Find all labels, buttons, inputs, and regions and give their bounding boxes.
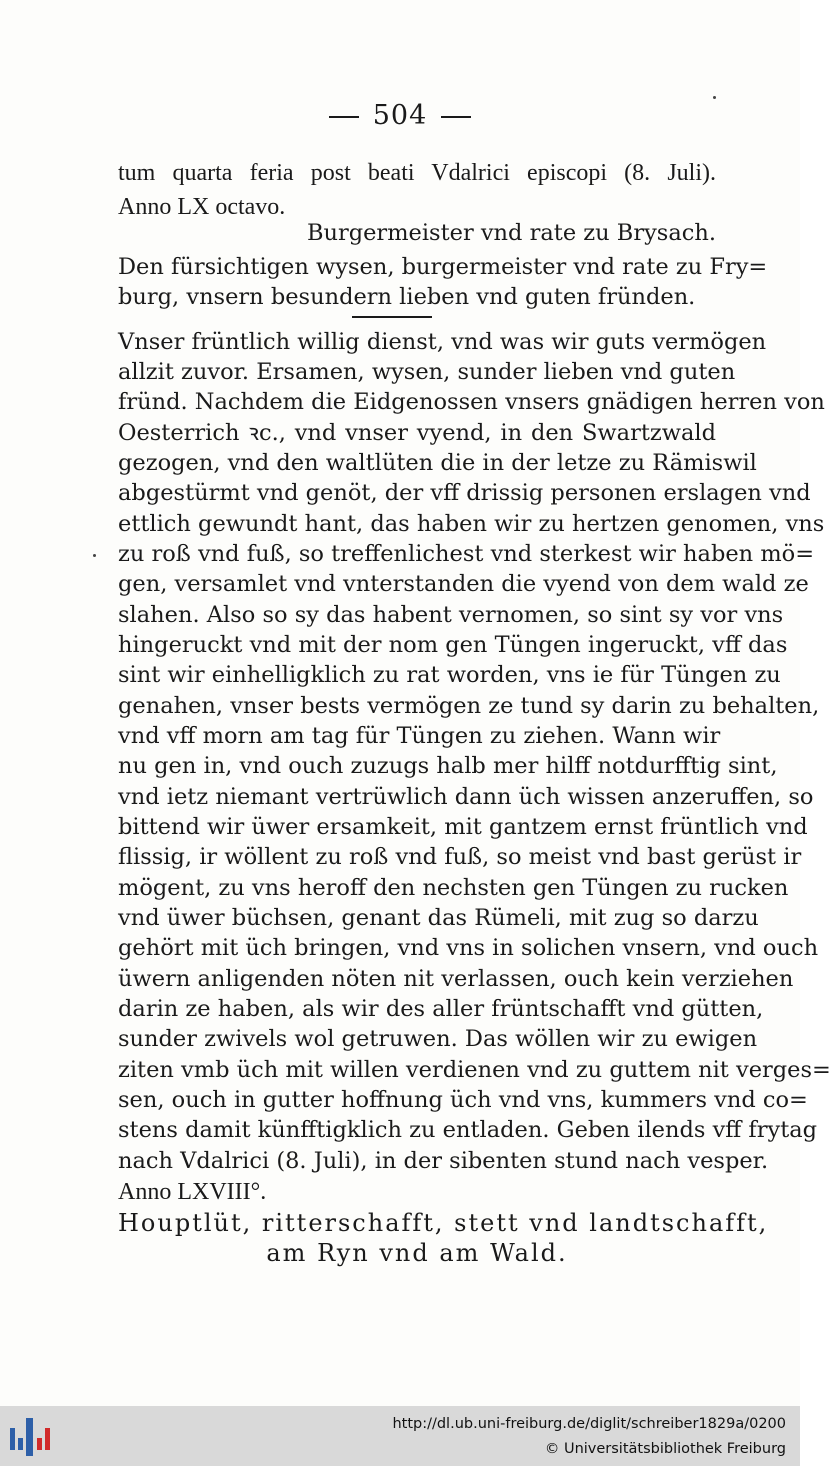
letter-sender: Burgermeister vnd rate zu Brysach. <box>306 220 716 246</box>
text-line: sunder zwivels wol getruwen. Das wöllen wir zu ewigen <box>118 1026 758 1052</box>
separator-rule <box>352 316 432 318</box>
text-line: fründ. Nachdem die Eidgenossen vnsers gnädigen herren von <box>118 389 825 415</box>
text-line: slahen. Also so sy das habent vernomen, so sint sy vor vns <box>118 602 784 628</box>
dash-left <box>329 116 359 118</box>
text-line: ettlich gewundt hant, das haben wir zu hertzen genomen, vns <box>118 511 825 537</box>
page-number-text: 504 <box>372 100 428 131</box>
text-line: Anno LX octavo. <box>118 194 286 220</box>
text-line: Oesterrich ꝛc., vnd vnser vyend, in den Swartzwald <box>118 420 716 446</box>
permalink-url[interactable]: http://dl.ub.uni-freiburg.de/diglit/schreiber1829a/0200 <box>392 1416 786 1432</box>
text-line: Vnser früntlich willig dienst, vnd was wir guts vermögen <box>118 329 767 355</box>
text-line: abgestürmt vnd genöt, der vff drissig personen erslagen vnd <box>118 480 811 506</box>
letter-address: burg, vnsern besundern lieben vnd guten fründen. <box>118 284 696 310</box>
text-line: vnd vff morn am tag für Tüngen zu ziehen. Wann wir <box>118 723 721 749</box>
text-line: genahen, vnser bests vermögen ze tund sy darin zu behalten, <box>118 693 820 719</box>
copyright-text: © Universitätsbibliothek Freiburg <box>544 1441 786 1457</box>
text-line: bittend wir üwer ersamkeit, mit gantzem ernst früntlich vnd <box>118 814 808 840</box>
text-line: allzit zuvor. Ersamen, wysen, sunder lieben vnd guten <box>118 359 736 385</box>
text-line: sen, ouch in gutter hoffnung üch vnd vns, kummers vnd co= <box>118 1087 808 1113</box>
text-line: üwern anligenden nöten nit verlassen, ouch kein verziehen <box>118 966 794 992</box>
letter-address: Den fürsichtigen wysen, burgermeister vnd rate zu Fry= <box>118 254 768 280</box>
text-line: ziten vmb üch mit willen verdienen vnd zu guttem nit verges= <box>118 1057 831 1083</box>
text-line: nu gen in, vnd ouch zuzugs halb mer hilff notdurfftig sint, <box>118 753 778 779</box>
viewer-footer <box>0 1406 800 1466</box>
scan-speck <box>93 554 96 557</box>
text-line: sint wir einhelligklich zu rat worden, vns ie für Tüngen zu <box>118 662 781 688</box>
text-line: gen, versamlet vnd vnterstanden die vyend von dem wald ze <box>118 571 809 597</box>
text-line: gezogen, vnd den waltlüten die in der letze zu Rämiswil <box>118 450 757 476</box>
text-line: darin ze haben, als wir des aller früntschafft vnd gütten, <box>118 996 764 1022</box>
page-number <box>0 100 800 131</box>
text-line: flissig, ir wöllent zu roß vnd fuß, so meist vnd bast gerüst ir <box>118 844 802 870</box>
library-logo-icon <box>8 1416 52 1458</box>
text-line: vnd üwer büchsen, genant das Rümeli, mit zug so darzu <box>118 905 759 931</box>
text-line: stens damit künfftigklich zu entladen. Geben ilends vff frytag <box>118 1117 818 1143</box>
text-line: gehört mit üch bringen, vnd vns in solichen vnsern, vnd ouch <box>118 935 819 961</box>
text-line: tum quarta feria post beati Vdalrici episcopi (8. Juli). <box>118 160 716 186</box>
text-line: vnd ietz niemant vertrüwlich dann üch wissen anzeruffen, so <box>118 784 814 810</box>
text-line: nach Vdalrici (8. Juli), in der sibenten stund nach vesper. <box>118 1148 769 1174</box>
scan-speck <box>713 96 716 99</box>
text-line: zu roß vnd fuß, so treffenlichest vnd sterkest wir haben mö= <box>118 541 815 567</box>
text-line: mögent, zu vns heroff den nechsten gen Tüngen zu rucken <box>118 875 789 901</box>
letter-signature: am Ryn vnd am Wald. <box>266 1239 568 1267</box>
letter-signature: Houptlüt, ritterschafft, stett vnd landtschafft, <box>118 1209 769 1237</box>
text-line: Anno LXVIII°. <box>118 1179 267 1205</box>
text-line: hingeruckt vnd mit der nom gen Tüngen ingeruckt, vff das <box>118 632 788 658</box>
dash-right <box>441 116 471 118</box>
